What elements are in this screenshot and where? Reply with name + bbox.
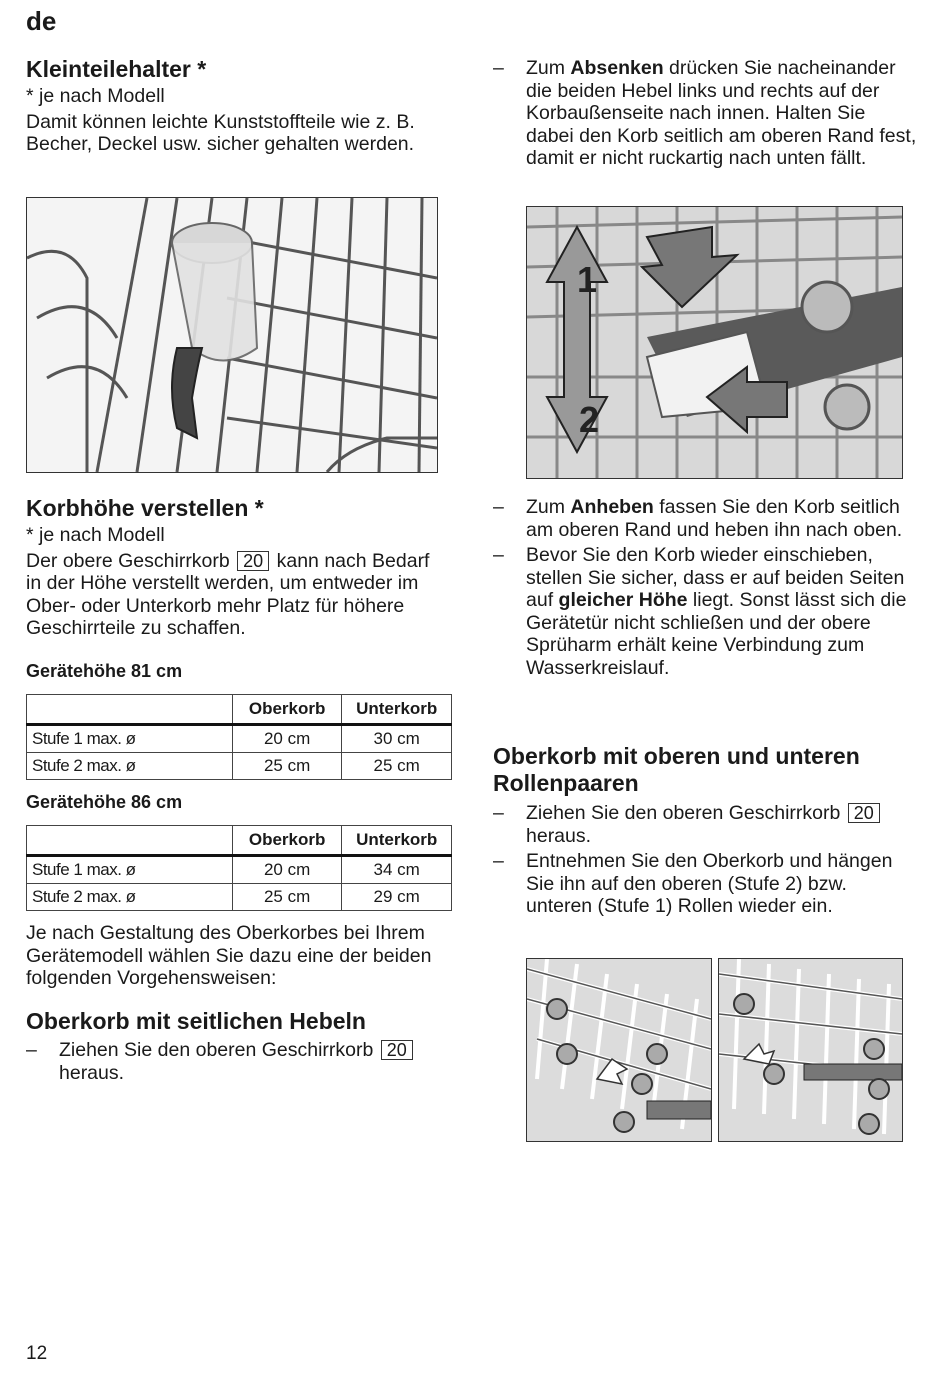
lever-drawing — [527, 207, 902, 478]
list-item: – Zum Absenken drücken Sie nacheinander die beiden Hebel links und rechts auf der Korbaußenseite nach innen. Halten Sie dabei den Korb seitlich am oberen Rand fest, damit er nicht ruckartig nach unten fällt. — [493, 57, 917, 169]
label-step-1: 1 — [577, 259, 598, 300]
roller-lower-illustration — [718, 958, 903, 1142]
reference-number: 20 — [237, 551, 269, 571]
height-table-81 — [26, 694, 452, 780]
lifting-instructions — [493, 496, 918, 682]
roller-upper-illustration — [526, 958, 712, 1142]
reference-number: 20 — [848, 803, 880, 823]
list-item: – Ziehen Sie den oberen Geschirrkorb 20 heraus. — [26, 1039, 446, 1084]
section-side-levers — [26, 1008, 446, 1087]
table-86-title: Gerätehöhe 86 cm — [26, 792, 183, 812]
section-title: Korbhöhe verstellen * — [26, 495, 264, 521]
rack-drawing-left — [527, 959, 711, 1141]
label-step-2: 2 — [579, 399, 600, 440]
language-tag: de — [26, 6, 57, 36]
reference-number: 20 — [381, 1040, 413, 1060]
section-kleinteilehalter — [26, 56, 446, 156]
rack-drawing-right — [719, 959, 902, 1141]
height-table-86 — [26, 825, 452, 911]
model-note: * je nach Modell — [26, 524, 165, 546]
section-text: Damit können leichte Kunststoffteile wie z. B. Becher, Deckel usw. sicher gehalten werden. — [26, 110, 415, 155]
table-row: Stufe 2 max. ø 25 cm 29 cm — [27, 884, 452, 911]
section-title: Oberkorb mit oberen und unteren Rollenpaaren — [493, 743, 860, 796]
table-row: Stufe 1 max. ø 20 cm 34 cm — [27, 856, 452, 884]
list-item: – Ziehen Sie den oberen Geschirrkorb 20 heraus. — [493, 802, 918, 847]
section-basket-height — [26, 495, 446, 640]
table-row: Stufe 1 max. ø 20 cm 30 cm — [27, 725, 452, 753]
page-number: 12 — [26, 1343, 48, 1364]
table-header-row: Oberkorb Unterkorb — [27, 826, 452, 856]
table-81-title: Gerätehöhe 81 cm — [26, 661, 183, 681]
list-item: – Entnehmen Sie den Oberkorb und hängen Sie ihn auf den oberen (Stufe 2) bzw. unteren (Stufe 1) Rollen wieder ein. — [493, 850, 893, 917]
lowering-instruction — [493, 57, 918, 173]
section-roller-pairs — [493, 743, 918, 921]
section-text: Der obere Geschirrkorb 20 kann nach Bedarf in der Höhe verstellt werden, um entweder im Ober- oder Unterkorb mehr Platz für höhere Geschirrteile zu schaffen. — [26, 549, 430, 639]
table-row: Stufe 2 max. ø 25 cm 25 cm — [27, 753, 452, 780]
list-item: – Bevor Sie den Korb wieder einschieben, stellen Sie sicher, dass er auf beiden Seiten auf gleicher Höhe liegt. Sonst lässt sich die Gerätetür nicht schließen und der obere Sprüharm erhält keine Verbindung zum Wasserkreislauf. — [493, 544, 907, 679]
section-title: Oberkorb mit seitlichen Hebeln — [26, 1008, 366, 1034]
table-header-row: Oberkorb Unterkorb — [27, 695, 452, 725]
section-title: Kleinteilehalter * — [26, 56, 207, 82]
lever-illustration — [526, 206, 903, 479]
small-parts-holder-illustration — [26, 197, 438, 473]
list-item: – Zum Anheben fassen Sie den Korb seitlich am oberen Rand und heben ihn nach oben. — [493, 496, 903, 541]
rack-drawing — [27, 198, 437, 472]
model-note: * je nach Modell — [26, 85, 165, 107]
procedure-intro: Je nach Gestaltung des Oberkorbes bei Ihrem Gerätemodell wählen Sie dazu eine der beiden folgenden Vorgehensweisen: — [26, 922, 432, 989]
